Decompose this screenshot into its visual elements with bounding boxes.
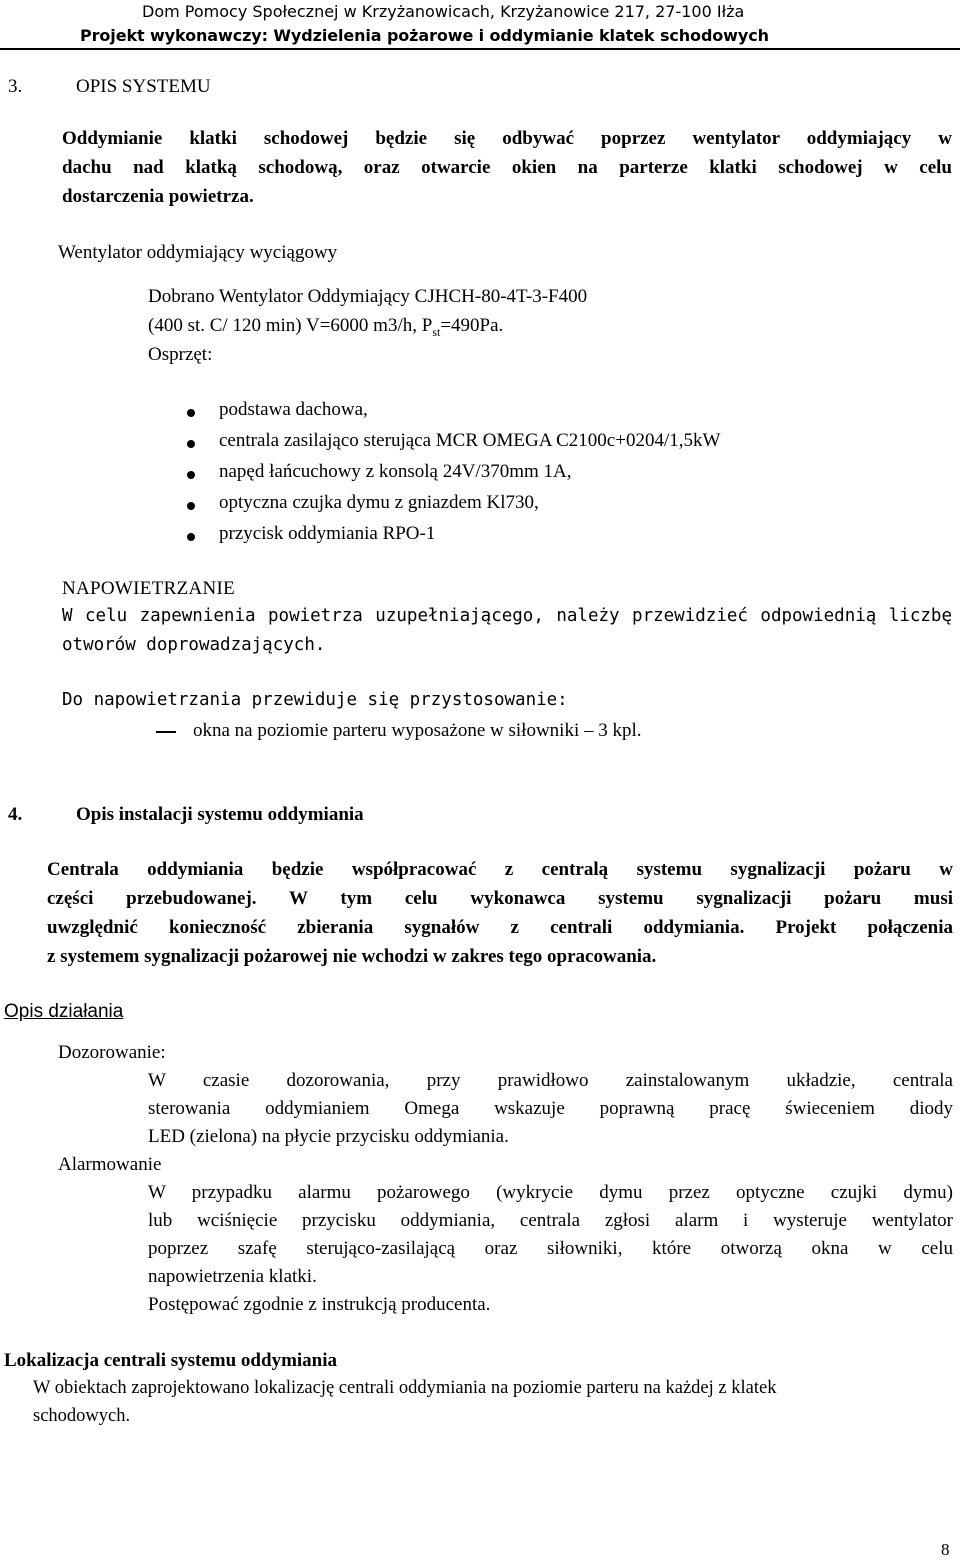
alarm-line: lub wciśnięcie przycisku oddymiania, centrala zgłosi alarm i wysteruje wentylator: [148, 1210, 953, 1231]
section4-line: uwzględnić konieczność zbierania sygnałów z centrali oddymiania. Projekt połączenia: [47, 917, 953, 938]
bullet-icon: [187, 409, 195, 417]
bullet-icon: [187, 533, 195, 541]
section4-line: części przebudowanej. W tym celu wykonawca systemu sygnalizacji pożaru musi: [47, 888, 953, 909]
section4-line: Centrala oddymiania będzie współpracować z centralą systemu sygnalizacji pożaru w: [47, 859, 953, 880]
list-item: optyczna czujka dymu z gniazdem Kl730,: [219, 492, 539, 513]
section4-line: z systemem sygnalizacji pożarowej nie wchodzi w zakres tego opracowania.: [47, 946, 657, 967]
header-project-title: Projekt wykonawczy: Wydzielenia pożarowe i oddymianie klatek schodowych: [80, 26, 769, 45]
dash-icon: [156, 731, 176, 733]
section-title: Opis instalacji systemu oddymiania: [76, 804, 364, 825]
napow-provision: Do napowietrzania przewiduje się przystosowanie:: [62, 690, 568, 710]
header-rule: [0, 48, 960, 50]
alarm-line: W przypadku alarmu pożarowego (wykrycie dymu przez optyczne czujki dymu): [148, 1182, 953, 1203]
alarm-label: Alarmowanie: [58, 1154, 162, 1175]
intro-line: dostarczenia powietrza.: [62, 186, 254, 207]
location-heading: Lokalizacja centrali systemu oddymiania: [4, 1350, 338, 1371]
napow-line: otworów doprowadzających.: [62, 635, 326, 655]
bullet-icon: [187, 440, 195, 448]
napow-heading: NAPOWIETRZANIE: [62, 578, 236, 599]
monitoring-line: LED (zielona) na płycie przycisku oddymiania.: [148, 1126, 509, 1147]
list-item: podstawa dachowa,: [219, 399, 368, 420]
location-line: schodowych.: [33, 1406, 131, 1426]
section-title: OPIS SYSTEMU: [76, 76, 211, 97]
napow-item: okna na poziomie parteru wyposażone w siłowniki – 3 kpl.: [193, 720, 642, 741]
bullet-icon: [187, 471, 195, 479]
fan-heading: Wentylator oddymiający wyciągowy: [58, 242, 338, 263]
alarm-line: napowietrzenia klatki.: [148, 1266, 317, 1287]
operation-heading: Opis działania: [4, 1001, 124, 1022]
list-item: przycisk oddymiania RPO-1: [219, 523, 436, 544]
section-number: 4.: [8, 804, 23, 825]
list-item: centrala zasilająco sterująca MCR OMEGA C2100c+0204/1,5kW: [219, 430, 721, 451]
monitoring-line: W czasie dozorowania, przy prawidłowo zainstalowanym układzie, centrala: [148, 1070, 953, 1091]
list-item: napęd łańcuchowy z konsolą 24V/370mm 1A,: [219, 461, 572, 482]
monitoring-label: Dozorowanie:: [58, 1042, 166, 1063]
page-number: 8: [941, 1540, 950, 1559]
napow-line: W celu zapewnienia powietrza uzupełniającego, należy przewidzieć odpowiednią liczbę: [62, 606, 952, 626]
alarm-line: poprzez szafę sterująco-zasilającą oraz siłowniki, które otworzą okna w celu: [148, 1238, 953, 1259]
intro-line: dachu nad klatką schodową, oraz otwarcie okien na parterze klatki schodowej w celu: [62, 157, 952, 178]
bullet-icon: [187, 502, 195, 510]
monitoring-line: sterowania oddymianiem Omega wskazuje poprawną pracę świeceniem diody: [148, 1098, 953, 1119]
fan-params: [148, 315, 503, 340]
location-line: W obiektach zaprojektowano lokalizację centrali oddymiania na poziomie parteru na każdej z klatek: [33, 1378, 777, 1398]
equipment-label: Osprzęt:: [148, 344, 213, 365]
intro-line: Oddymianie klatki schodowej będzie się odbywać poprzez wentylator oddymiający w: [62, 128, 952, 149]
alarm-note: Postępować zgodnie z instrukcją producenta.: [148, 1294, 491, 1315]
header-address: Dom Pomocy Społecznej w Krzyżanowicach, Krzyżanowice 217, 27-100 Iłża: [142, 2, 745, 21]
fan-model: Dobrano Wentylator Oddymiający CJHCH-80-4T-3-F400: [148, 286, 588, 307]
fan-params-text: (400 st. C/ 120 min) V=6000 m3/h, P: [148, 315, 433, 336]
fan-params-subscript: st: [432, 324, 441, 339]
section-number: 3.: [8, 76, 23, 97]
fan-params-value: =490Pa.: [440, 315, 504, 336]
